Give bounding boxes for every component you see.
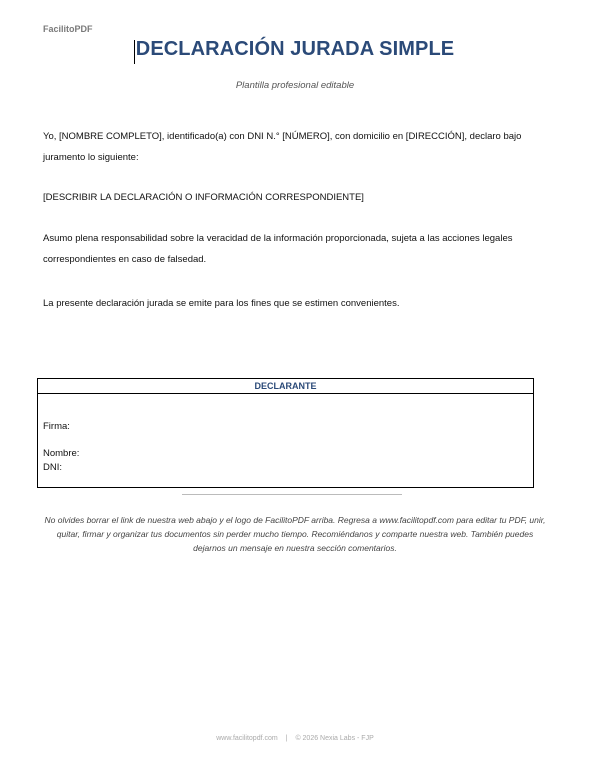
- title-container: [0, 38, 590, 61]
- footer-site-link[interactable]: www.facilitopdf.com: [216, 735, 278, 742]
- separator-line: [182, 494, 402, 495]
- name-field[interactable]: Nombre:: [43, 448, 80, 459]
- footer-separator: |: [285, 735, 288, 742]
- paragraph-identification[interactable]: Yo, [NOMBRE COMPLETO], identificado(a) con DNI N.° [NÚMERO], con domicilio en [DIRECCIÓN], declaro bajo juramento lo siguiente:: [43, 131, 522, 163]
- declarant-box: [37, 378, 534, 488]
- declarant-box-header: DECLARANTE: [38, 379, 533, 394]
- instruction-note: No olvides borrar el link de nuestra web abajo y el logo de FacilitoPDF arriba. Regresa a www.facilitopdf.com para editar tu PDF, unir, quitar, firmar y organizar tus documentos sin perder mucho tiempo. Recomiéndanos y comparte nuestra web. También puedes dejarnos un mensaje en nuestra sección comentarios.: [44, 515, 546, 553]
- paragraph-purpose[interactable]: La presente declaración jurada se emite para los fines que se estimen convenientes.: [43, 298, 400, 309]
- document-subtitle: Plantilla profesional editable: [235, 80, 355, 91]
- document-title-text: DECLARACIÓN JURADA SIMPLE: [135, 38, 455, 60]
- paragraph-responsibility[interactable]: Asumo plena responsabilidad sobre la veracidad de la información proporcionada, sujeta a las acciones legales correspondientes en caso de falsedad.: [43, 233, 513, 265]
- text-cursor: [134, 40, 135, 64]
- signature-field[interactable]: Firma:: [43, 421, 70, 432]
- footer-copyright: © 2026 Nexia Labs - FJP: [295, 735, 374, 742]
- dni-field[interactable]: DNI:: [43, 462, 62, 473]
- paragraph-declaration[interactable]: [DESCRIBIR LA DECLARACIÓN O INFORMACIÓN CORRESPONDIENTE]: [43, 192, 364, 203]
- page-footer: [0, 735, 590, 742]
- document-title[interactable]: [136, 38, 454, 61]
- brand-logo-text: FacilitoPDF: [43, 24, 93, 34]
